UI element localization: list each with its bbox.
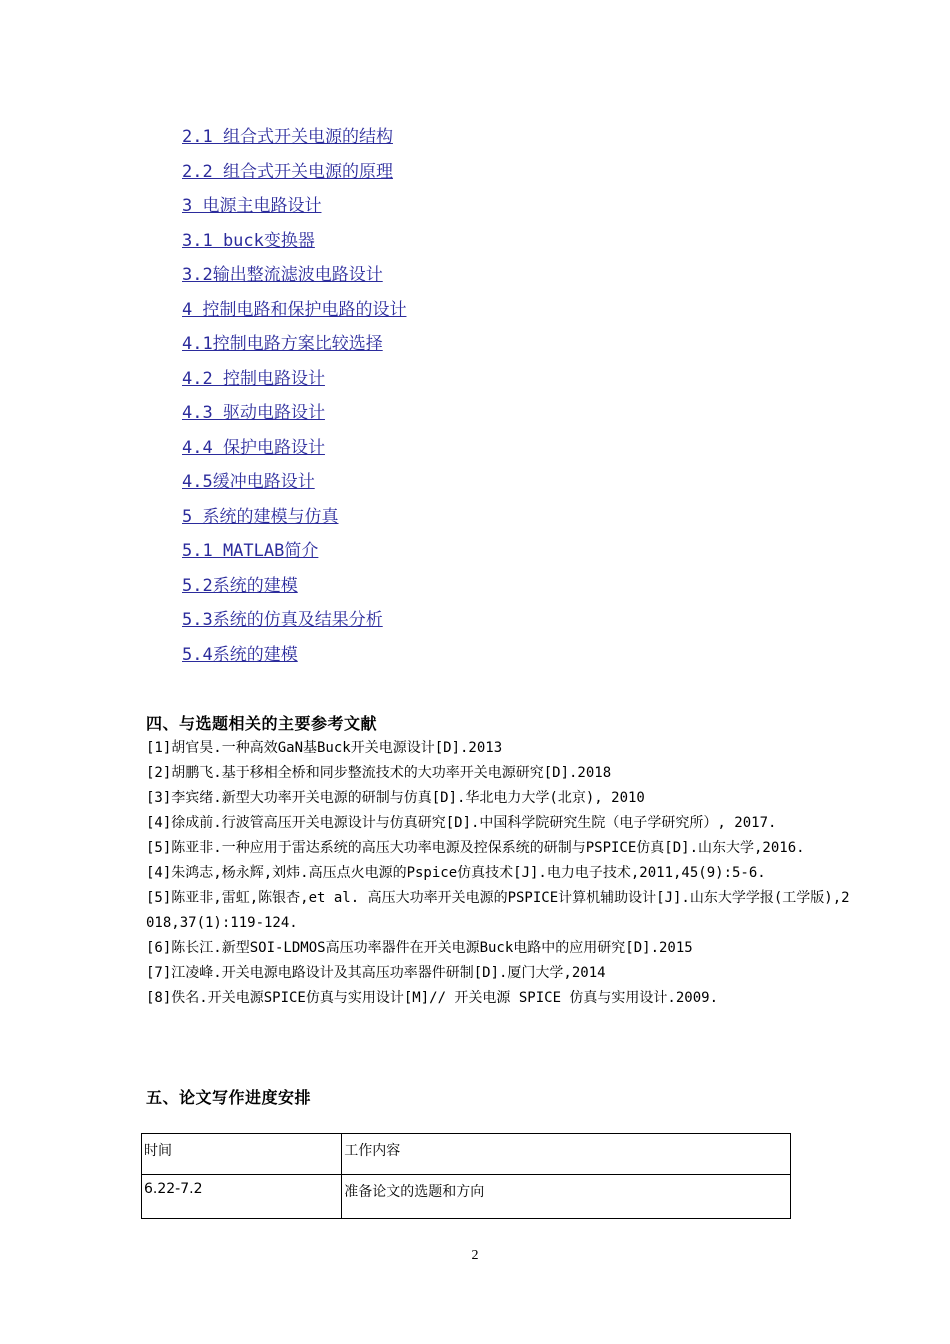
toc-link[interactable]: 4.5缓冲电路设计 [182,472,315,492]
reference-item: [6]陈长江.新型SOI-LDMOS高压功率器件在开关电源Buck电路中的应用研究[D].2015 [146,940,693,956]
toc-link[interactable]: 4.2 控制电路设计 [182,368,325,389]
reference-item: [7]江凌峰.开关电源电路设计及其高压功率器件研制[D].厦门大学,2014 [146,965,606,981]
reference-item: [3]李宾绪.新型大功率开关电源的研制与仿真[D].华北电力大学(北京), 2010 [146,790,645,806]
toc-link[interactable]: 4 控制电路和保护电路的设计 [182,299,407,320]
toc-link[interactable]: 4.1控制电路方案比较选择 [182,334,383,354]
reference-item: [5]陈亚非,雷虹,陈银杏,et al. 高压大功率开关电源的PSPICE计算机辅助设计[J].山东大学学报(工学版),2018,37(1):119-124. [146,890,850,931]
toc-link[interactable]: 5.1 MATLAB简介 [182,541,319,561]
toc-link[interactable]: 5.2系统的建模 [182,575,298,596]
reference-item: [1]胡官昊.一种高效GaN基Buck开关电源设计[D].2013 [146,740,503,756]
toc-link[interactable]: 2.2 组合式开关电源的原理 [182,161,393,182]
toc-link[interactable]: 4.3 驱动电路设计 [182,403,325,423]
table-of-contents [182,124,782,676]
toc-link[interactable]: 4.4 保护电路设计 [182,437,325,458]
toc-link[interactable]: 5 系统的建模与仿真 [182,506,339,527]
schedule-table [141,1133,791,1219]
page-number: 2 [471,1248,479,1263]
table-header-cell: 工作内容 [342,1134,791,1175]
table-cell: 6.22-7.2 [142,1175,342,1219]
table-header-row [142,1134,791,1175]
reference-item: [8]佚名.开关电源SPICE仿真与实用设计[M]// 开关电源 SPICE 仿真与实用设计.2009. [146,990,719,1006]
table-header-cell: 时间 [142,1134,342,1175]
section-heading-schedule: 五、论文写作进度安排 [146,1088,312,1107]
reference-item: [2]胡鹏飞.基于移相全桥和同步整流技术的大功率开关电源研究[D].2018 [146,765,612,781]
section-heading-references: 四、与选题相关的主要参考文献 [146,714,378,733]
reference-item: [4]徐成前.行波管高压开关电源设计与仿真研究[D].中国科学院研究生院（电子学研究所）, 2017. [146,815,777,831]
toc-link[interactable]: 5.3系统的仿真及结果分析 [182,610,383,630]
reference-item: [5]陈亚非.一种应用于雷达系统的高压大功率电源及控保系统的研制与PSPICE仿真[D].山东大学,2016. [146,840,805,856]
table-cell: 准备论文的选题和方向 [342,1175,791,1219]
table-row [142,1175,791,1219]
toc-link[interactable]: 3 电源主电路设计 [182,196,322,216]
toc-link[interactable]: 5.4系统的建模 [182,644,298,665]
toc-link[interactable]: 3.2输出整流滤波电路设计 [182,265,383,285]
reference-item: [4]朱鸿志,杨永辉,刘炜.高压点火电源的Pspice仿真技术[J].电力电子技术,2011,45(9):5-6. [146,865,766,881]
toc-link[interactable]: 2.1 组合式开关电源的结构 [182,127,393,147]
toc-link[interactable]: 3.1 buck变换器 [182,230,315,251]
reference-list [146,736,856,1011]
